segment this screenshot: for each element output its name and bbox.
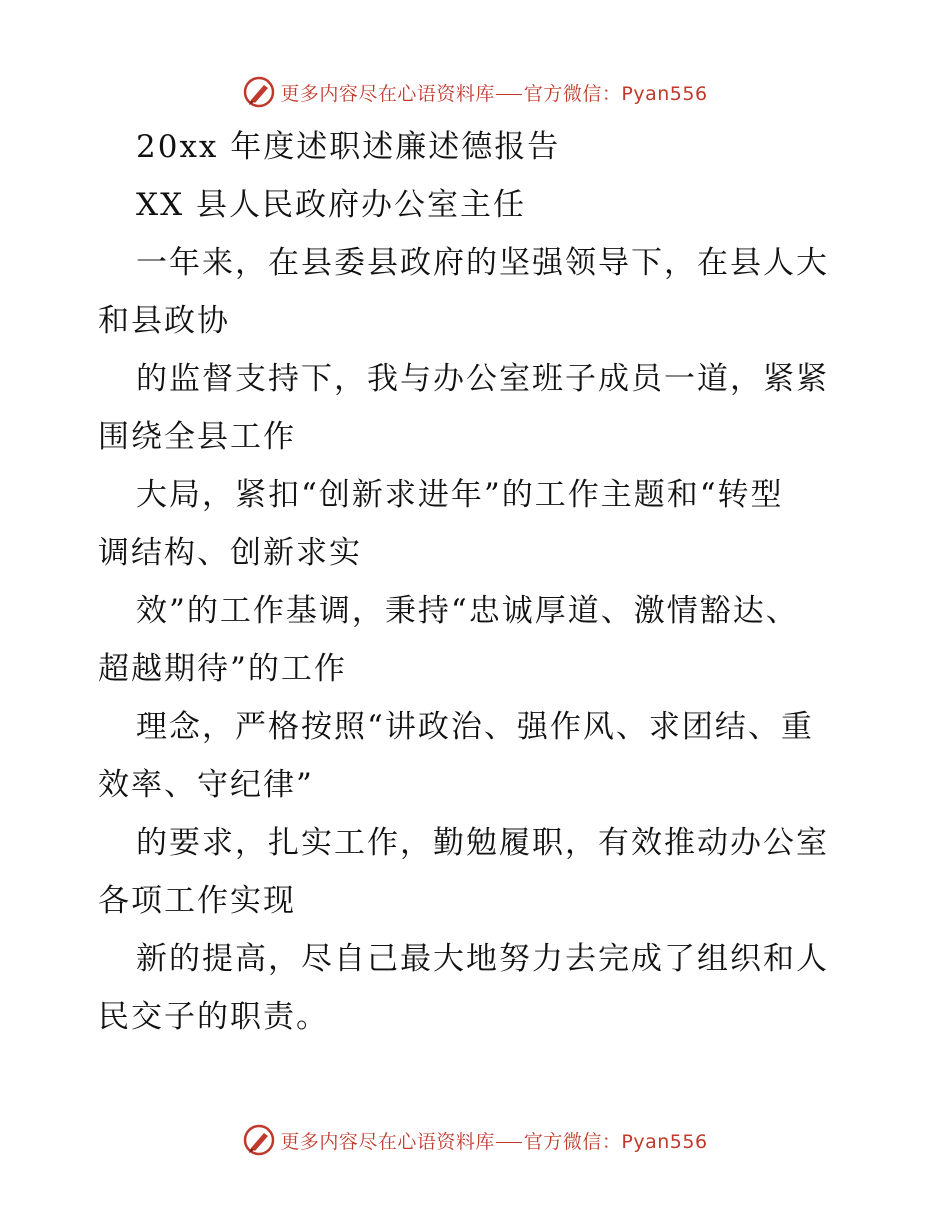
footer-banner xyxy=(0,1120,950,1160)
paragraph-line: 的要求，扎实工作，勤勉履职，有效推动办公室 xyxy=(136,825,829,861)
banner-text: 更多内容尽在心语资料库 官方微信：Pyan556 xyxy=(280,82,708,105)
document-body xyxy=(98,118,858,1046)
pen-logo-icon xyxy=(242,75,276,109)
banner-text: 更多内容尽在心语资料库 官方微信：Pyan556 xyxy=(280,1130,708,1153)
paragraph-line: 大局，紧扣“创新求进年”的工作主题和“转型 xyxy=(136,477,784,513)
paragraph-line: 各项工作实现 xyxy=(98,883,296,919)
paragraph-line: 调结构、创新求实 xyxy=(98,535,362,571)
paragraph-line: 超越期待”的工作 xyxy=(98,651,347,687)
paragraph-line: 效”的工作基调，秉持“忠诚厚道、激情豁达、 xyxy=(136,593,799,629)
paragraph-line: 围绕全县工作 xyxy=(98,419,296,455)
paragraph-line: 一年来，在县委县政府的坚强领导下，在县人大 xyxy=(136,245,829,281)
header-banner xyxy=(0,72,950,112)
paragraph-line: 和县政协 xyxy=(98,303,230,339)
paragraph-line: 效率、守纪律” xyxy=(98,767,314,803)
banner-dash xyxy=(496,94,522,95)
pen-logo-icon xyxy=(242,1123,276,1157)
banner-dash xyxy=(496,1142,522,1143)
paragraph-line: 的监督支持下，我与办公室班子成员一道，紧紧 xyxy=(136,361,829,397)
paragraph-line: 民交子的职责。 xyxy=(98,999,329,1035)
document-subtitle: XX 县人民政府办公室主任 xyxy=(136,187,526,223)
paragraph-line: 新的提高，尽自己最大地努力去完成了组织和人 xyxy=(136,941,829,977)
document-title: 20xx 年度述职述廉述德报告 xyxy=(136,129,561,165)
paragraph-line: 理念，严格按照“讲政治、强作风、求团结、重 xyxy=(136,709,814,745)
